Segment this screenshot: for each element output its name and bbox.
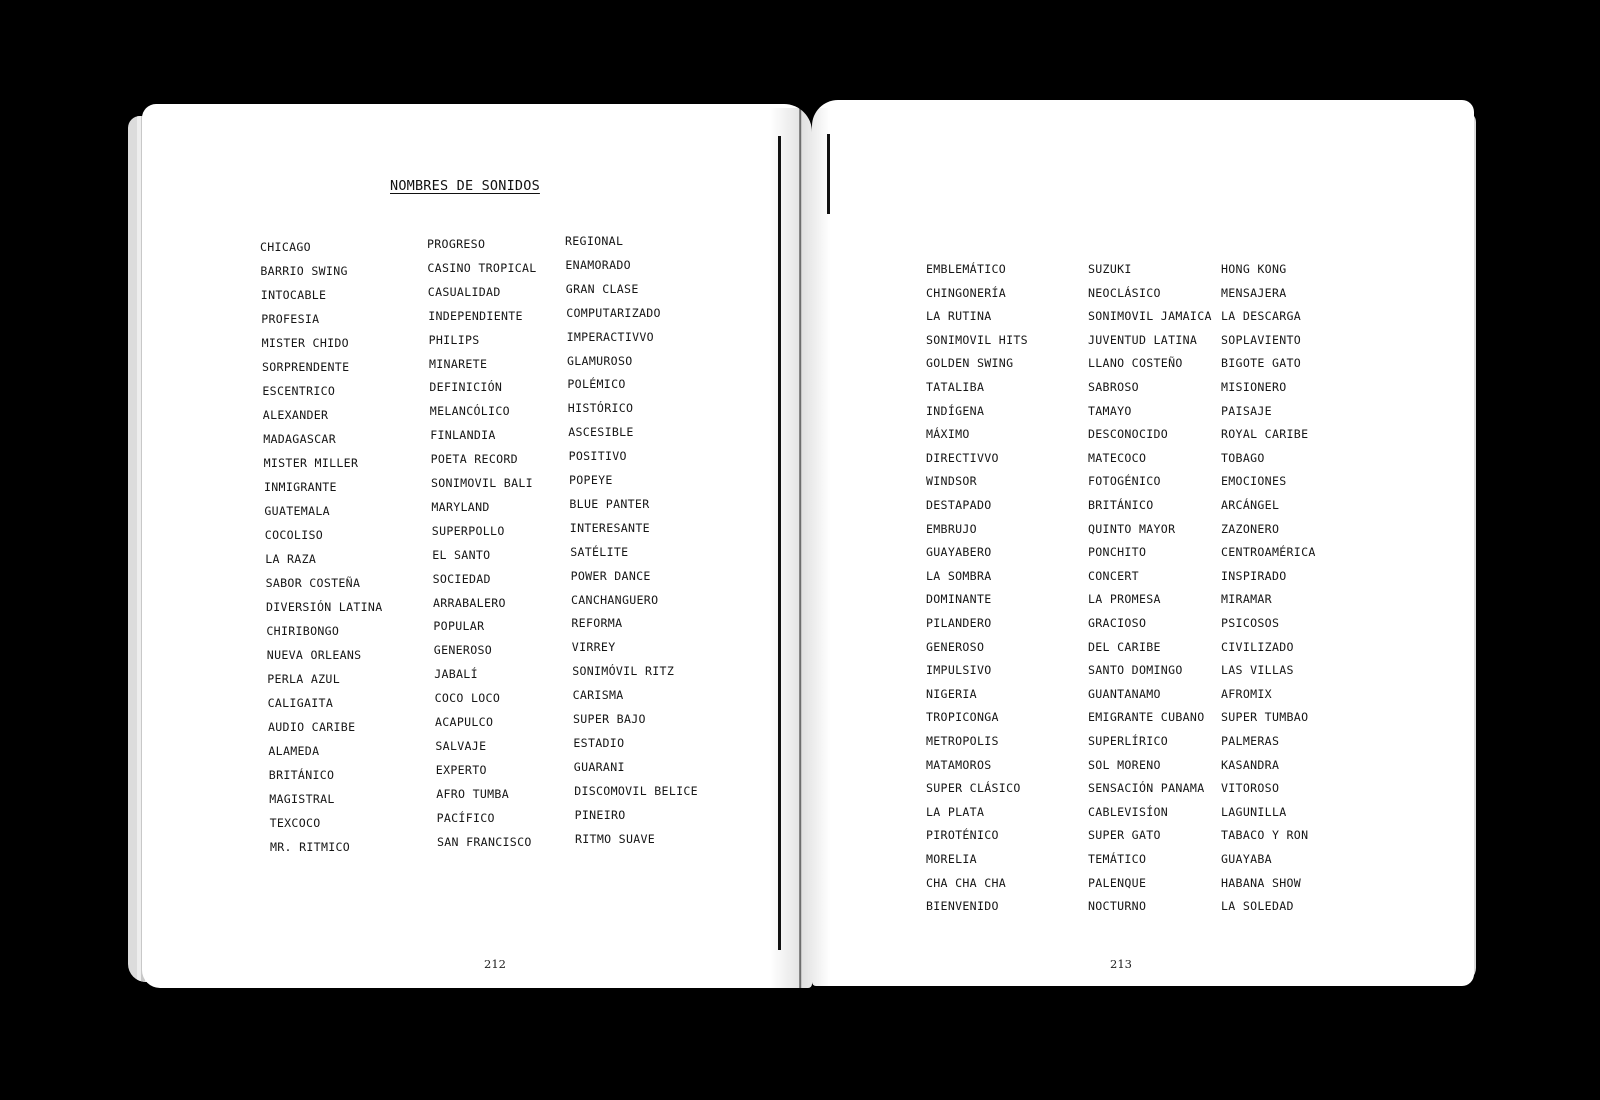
sound-name: EMBLEMÁTICO (926, 262, 1007, 276)
sound-name: SABOR COSTEÑA (265, 576, 361, 590)
sound-name: TEXCOCO (269, 816, 321, 830)
sound-name: MISIONERO (1221, 380, 1287, 394)
sound-name: GUARANI (573, 759, 625, 774)
sound-name: DEL CARIBE (1088, 639, 1161, 654)
sound-name: PAISAJE (1221, 403, 1272, 418)
sound-name: SAN FRANCISCO (437, 834, 532, 849)
sound-name: GENEROSO (433, 643, 493, 658)
sound-name: CANCHANGUERO (571, 592, 659, 607)
left-page-margin-rule (778, 136, 781, 950)
sound-name: PERLA AZUL (267, 672, 340, 686)
sound-name: HABANA SHOW (1221, 875, 1302, 890)
sound-name: CHIRIBONGO (266, 624, 340, 638)
sound-name: SABROSO (1088, 380, 1139, 394)
sound-name: AUDIO CARIBE (268, 720, 356, 734)
sound-name: VITOROSO (1221, 781, 1280, 796)
sound-name: LA RAZA (265, 552, 317, 566)
sound-name: METROPOLIS (926, 734, 999, 748)
sound-name: ESCENTRICO (262, 384, 336, 398)
sound-name: COMPUTARIZADO (566, 305, 661, 320)
sound-name: CABLEVISÍON (1088, 804, 1169, 819)
sound-name: INTOCABLE (260, 288, 327, 302)
sound-name: TAMAYO (1088, 403, 1132, 418)
sound-name: CHINGONERÍA (926, 285, 1007, 300)
sound-name: POPULAR (433, 619, 485, 634)
sound-name: PROGRESO (427, 237, 486, 251)
sound-name: POETA RECORD (430, 452, 518, 467)
sound-name: SONIMOVIL BALI (431, 476, 533, 490)
sound-name: JABALÍ (434, 667, 478, 682)
sound-name: AFRO TUMBA (436, 786, 509, 801)
sound-name: GUAYABERO (926, 545, 992, 560)
sound-name: DESCONOCIDO (1088, 427, 1169, 442)
sound-name: PIROTÉNICO (926, 828, 999, 843)
sound-name: PONCHITO (1088, 545, 1147, 560)
sound-name: INMIGRANTE (264, 480, 337, 494)
sound-name: KASANDRA (1221, 757, 1280, 772)
sound-name: EMIGRANTE CUBANO (1088, 710, 1205, 725)
sound-name: SANTO DOMINGO (1088, 663, 1183, 678)
sound-name: GOLDEN SWING (926, 356, 1014, 371)
sound-name: IMPERACTIVVO (566, 329, 654, 344)
sound-name: MELANCÓLICO (429, 404, 510, 419)
sound-name: MINARETE (429, 356, 488, 371)
sound-name: INTERESANTE (569, 520, 650, 535)
sound-name: NUEVA ORLEANS (266, 648, 362, 662)
sound-name: CIVILIZADO (1221, 639, 1294, 654)
sound-name: COCOLISO (264, 528, 324, 542)
sound-name: POPEYE (569, 473, 613, 487)
sound-name: SENSACIÓN PANAMA (1088, 781, 1205, 796)
sound-name: EMOCIONES (1221, 474, 1287, 489)
sound-name: EL SANTO (432, 547, 491, 562)
sound-name: SOPLAVIENTO (1221, 332, 1302, 347)
sound-name: FINLANDIA (430, 428, 496, 443)
sound-name: VIRREY (571, 640, 616, 655)
sound-name: TATALIBA (926, 380, 985, 394)
sound-name: MISTER CHIDO (261, 336, 349, 350)
sound-name: HISTÓRICO (567, 401, 634, 416)
sound-name: INDÍGENA (926, 403, 985, 418)
sound-name: HONG KONG (1221, 262, 1287, 276)
sound-name: SUZUKI (1088, 262, 1132, 276)
sound-name: TROPICONGA (926, 710, 999, 725)
sound-name: BARRIO SWING (260, 264, 348, 278)
sound-name: MIRAMAR (1221, 592, 1272, 607)
sound-name: IMPULSIVO (926, 663, 992, 678)
sound-name: MATECOCO (1088, 450, 1147, 465)
sound-name: DESTAPADO (926, 498, 992, 512)
sound-name: ARRABALERO (433, 595, 506, 610)
sound-name: COCO LOCO (434, 691, 501, 706)
sound-name: DISCOMOVIL BELICE (574, 783, 698, 798)
sound-name: WINDSOR (926, 474, 977, 489)
sound-name: PINEIRO (574, 807, 626, 822)
sound-name: MATAMOROS (926, 757, 992, 772)
sound-name: GRAN CLASE (565, 281, 639, 296)
sound-name: GUANTANAMO (1088, 686, 1161, 701)
sound-name: DOMINANTE (926, 592, 992, 607)
sound-name: ACAPULCO (435, 715, 494, 729)
sound-name: LA SOMBRA (926, 568, 992, 583)
sound-name: MADAGASCAR (263, 432, 336, 446)
sound-name: PHILIPS (428, 332, 480, 347)
sound-name: POLÉMICO (567, 377, 626, 392)
sound-name: GENEROSO (926, 639, 985, 654)
sound-name: SUPERPOLLO (431, 523, 505, 538)
sound-name: TABACO Y RON (1221, 828, 1309, 843)
sound-name: DIVERSIÓN LATINA (266, 600, 383, 614)
sound-name: JUVENTUD LATINA (1088, 332, 1198, 347)
sound-name: QUINTO MAYOR (1088, 521, 1176, 536)
sound-name: ARCÁNGEL (1221, 498, 1280, 512)
sound-name: SONIMOVIL HITS (926, 332, 1028, 347)
sound-name: LA RUTINA (926, 309, 992, 324)
sound-name: LLANO COSTEÑO (1088, 356, 1183, 371)
right-page-margin-rule (827, 134, 830, 214)
sound-name: GRACIOSO (1088, 616, 1147, 630)
sound-name: EMBRUJO (926, 521, 977, 536)
sound-name: ROYAL CARIBE (1221, 427, 1309, 442)
sound-name: MENSAJERA (1221, 285, 1287, 300)
sound-name: CALIGAITA (267, 696, 334, 710)
sound-name: REGIONAL (565, 234, 624, 248)
sound-name: PALMERAS (1221, 734, 1280, 748)
sound-name: LA PLATA (926, 804, 985, 819)
sound-name: GLAMUROSO (567, 353, 633, 368)
sound-name: CHA CHA CHA (926, 875, 1007, 890)
sound-name: INDEPENDIENTE (428, 308, 523, 323)
sound-name: GUAYABA (1221, 852, 1272, 866)
sound-name: PSICOSOS (1221, 616, 1280, 630)
sound-name: NEOCLÁSICO (1088, 285, 1161, 300)
sound-name: CARISMA (572, 688, 624, 703)
sound-name: TEMÁTICO (1088, 852, 1147, 866)
sound-name: ENAMORADO (565, 257, 631, 272)
sound-name: MISTER MILLER (263, 456, 359, 470)
right-page-number: 213 (1110, 957, 1132, 971)
sound-name: CHICAGO (260, 240, 311, 254)
sound-name: ESTADIO (573, 735, 625, 750)
sound-name: LAGUNILLA (1221, 804, 1287, 819)
sound-name: EXPERTO (435, 762, 487, 777)
sound-name: ALAMEDA (268, 744, 320, 758)
sound-name: LA DESCARGA (1221, 309, 1302, 324)
sound-name: MR. RITMICO (270, 840, 351, 854)
sound-name: LA PROMESA (1088, 592, 1161, 607)
sound-name: MÁXIMO (926, 427, 970, 442)
sound-name: MARYLAND (431, 499, 490, 514)
sound-name: BLUE PANTER (569, 496, 650, 511)
sound-name: SUPER CLÁSICO (926, 781, 1021, 796)
sound-name: CENTROAMÉRICA (1221, 545, 1316, 560)
sound-name: INSPIRADO (1221, 568, 1287, 583)
sound-name: SONIMÓVIL RITZ (572, 664, 675, 679)
sound-name: MAGISTRAL (269, 792, 335, 806)
sound-name: RITMO SUAVE (575, 831, 656, 846)
sound-name: SATÉLITE (570, 544, 629, 559)
sound-name: DIRECTIVVO (926, 450, 999, 465)
sound-name: SUPER GATO (1088, 828, 1161, 843)
sound-name: REFORMA (571, 616, 623, 631)
sound-name: BRITÁNICO (1088, 498, 1154, 512)
sound-name: ZAZONERO (1221, 521, 1280, 536)
sound-name: GUATEMALA (264, 504, 330, 518)
sound-name: SONIMOVIL JAMAICA (1088, 309, 1212, 324)
sound-name: CASUALIDAD (427, 284, 501, 299)
sound-name: PACÍFICO (436, 810, 495, 825)
sound-name: CASINO TROPICAL (427, 260, 537, 275)
sound-name: TOBAGO (1221, 450, 1265, 465)
sound-name: SALVAJE (435, 738, 487, 753)
sound-name: PALENQUE (1088, 875, 1147, 890)
left-page-number: 212 (484, 957, 506, 971)
sound-name: ALEXANDER (262, 408, 329, 422)
sound-name: AFROMIX (1221, 686, 1272, 701)
sound-name: PILANDERO (926, 616, 992, 630)
page-title: NOMBRES DE SONIDOS (390, 178, 540, 194)
sound-name: MORELIA (926, 852, 977, 866)
sound-name: BIENVENIDO (926, 899, 999, 914)
sound-name: NIGERIA (926, 686, 977, 701)
sound-name: SUPER TUMBAO (1221, 710, 1309, 725)
sound-name: POSITIVO (568, 449, 627, 464)
sound-name: LA SOLEDAD (1221, 899, 1294, 914)
sound-name: ASCESIBLE (568, 425, 634, 440)
sound-name: POWER DANCE (570, 568, 651, 583)
sound-name: SORPRENDENTE (262, 360, 350, 374)
sound-name: SOL MORENO (1088, 757, 1161, 772)
sound-name: SUPERLÍRICO (1088, 734, 1169, 748)
sound-name: SOCIEDAD (432, 571, 491, 586)
sound-name: BIGOTE GATO (1221, 356, 1302, 371)
sound-name: FOTOGÉNICO (1088, 474, 1161, 489)
sound-name: PROFESIA (261, 312, 320, 326)
sound-name: DEFINICIÓN (429, 380, 503, 395)
sound-name: NOCTURNO (1088, 899, 1147, 914)
sound-name: SUPER BAJO (573, 712, 646, 726)
sound-name: BRITÁNICO (268, 768, 335, 782)
sound-name: LAS VILLAS (1221, 663, 1294, 678)
sound-name: CONCERT (1088, 568, 1139, 583)
